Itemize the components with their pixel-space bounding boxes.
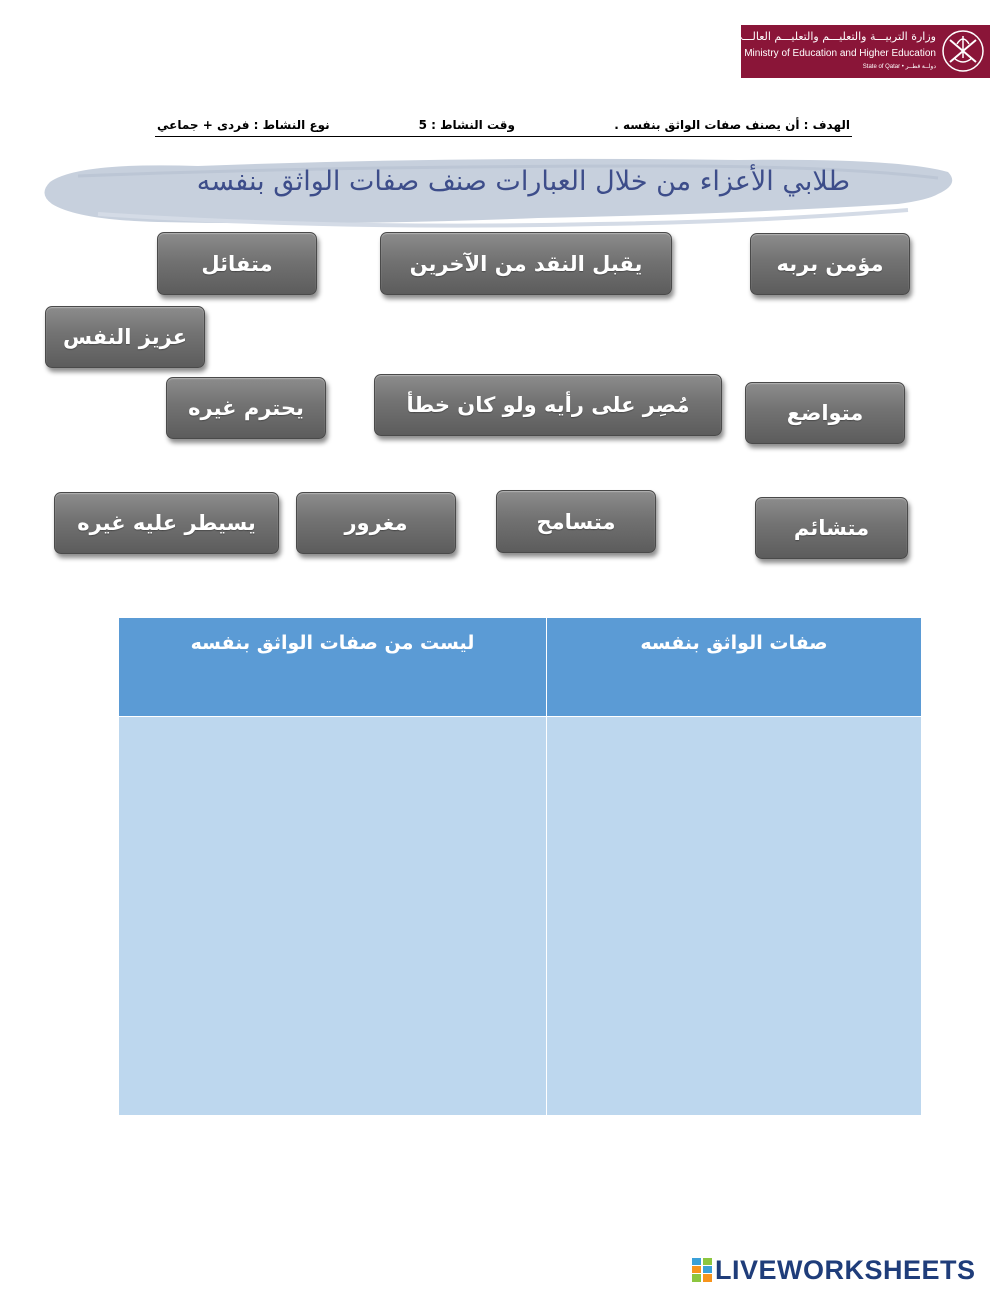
chip-label: عزيز النفس (62, 325, 188, 349)
page-title: طلابي الأعزاء من خلال العبارات صنف صفات الواثق بنفسه (196, 166, 850, 197)
qatar-emblem-icon (940, 28, 986, 74)
chip-label: مُصِر على رأيه ولو كان خطأ (406, 393, 690, 417)
chip-respects-others[interactable] (166, 377, 326, 439)
classification-table (118, 617, 922, 1116)
footer-brand-text: LIVEWORKSHEETS (715, 1254, 976, 1285)
activity-time-text: وقت النشاط : 5 (418, 118, 515, 132)
table-header-divider (119, 716, 921, 717)
table-divider (546, 618, 547, 1115)
chip-label: يسيطر عليه غيره (77, 511, 256, 535)
chip-label: يحترم غيره (188, 396, 304, 420)
chip-optimistic[interactable] (157, 232, 317, 295)
chip-humble[interactable] (745, 382, 905, 444)
logo-arabic-text: وزارة التربيـــة والتعليـــم والتعليـــم العالـــي (733, 30, 936, 43)
chip-label: مغرور (344, 511, 408, 535)
liveworksheets-footer (692, 1254, 976, 1286)
drop-zone-not-confident[interactable] (119, 717, 546, 1115)
logo-english-text: Ministry of Education and Higher Education (744, 48, 936, 59)
ministry-logo (733, 25, 990, 78)
chip-pessimistic[interactable] (755, 497, 908, 559)
chip-self-respect[interactable] (45, 306, 205, 368)
table-header-not-confident: ليست من صفات الواثق بنفسه (119, 618, 546, 717)
chip-tolerant[interactable] (496, 490, 656, 553)
goal-text: الهدف : أن يصنف صفات الواثق بنفسه . (614, 118, 850, 132)
logo-state-text: State of Qatar • دولــة قطــر (862, 64, 936, 70)
liveworksheets-logo-icon (692, 1258, 712, 1282)
chip-arrogant[interactable] (296, 492, 456, 554)
info-underline (155, 136, 852, 137)
activity-type-text: نوع النشاط : فردى + جماعي (157, 118, 330, 132)
chip-label: يقبل النقد من الآخرين (409, 251, 643, 276)
chip-label: مؤمن بربه (776, 252, 884, 276)
chip-label: متسامح (536, 509, 616, 534)
chip-accepts-criticism[interactable] (380, 232, 672, 295)
chip-controlled-by-others[interactable] (54, 492, 279, 554)
drop-zone-confident[interactable] (547, 717, 921, 1115)
chip-label: متفائل (201, 251, 273, 276)
chip-label: متواضع (786, 401, 864, 425)
chip-stubborn[interactable] (374, 374, 722, 436)
chip-label: متشائم (793, 516, 870, 540)
chip-believer[interactable] (750, 233, 910, 295)
table-header-confident: صفات الواثق بنفسه (547, 618, 921, 717)
